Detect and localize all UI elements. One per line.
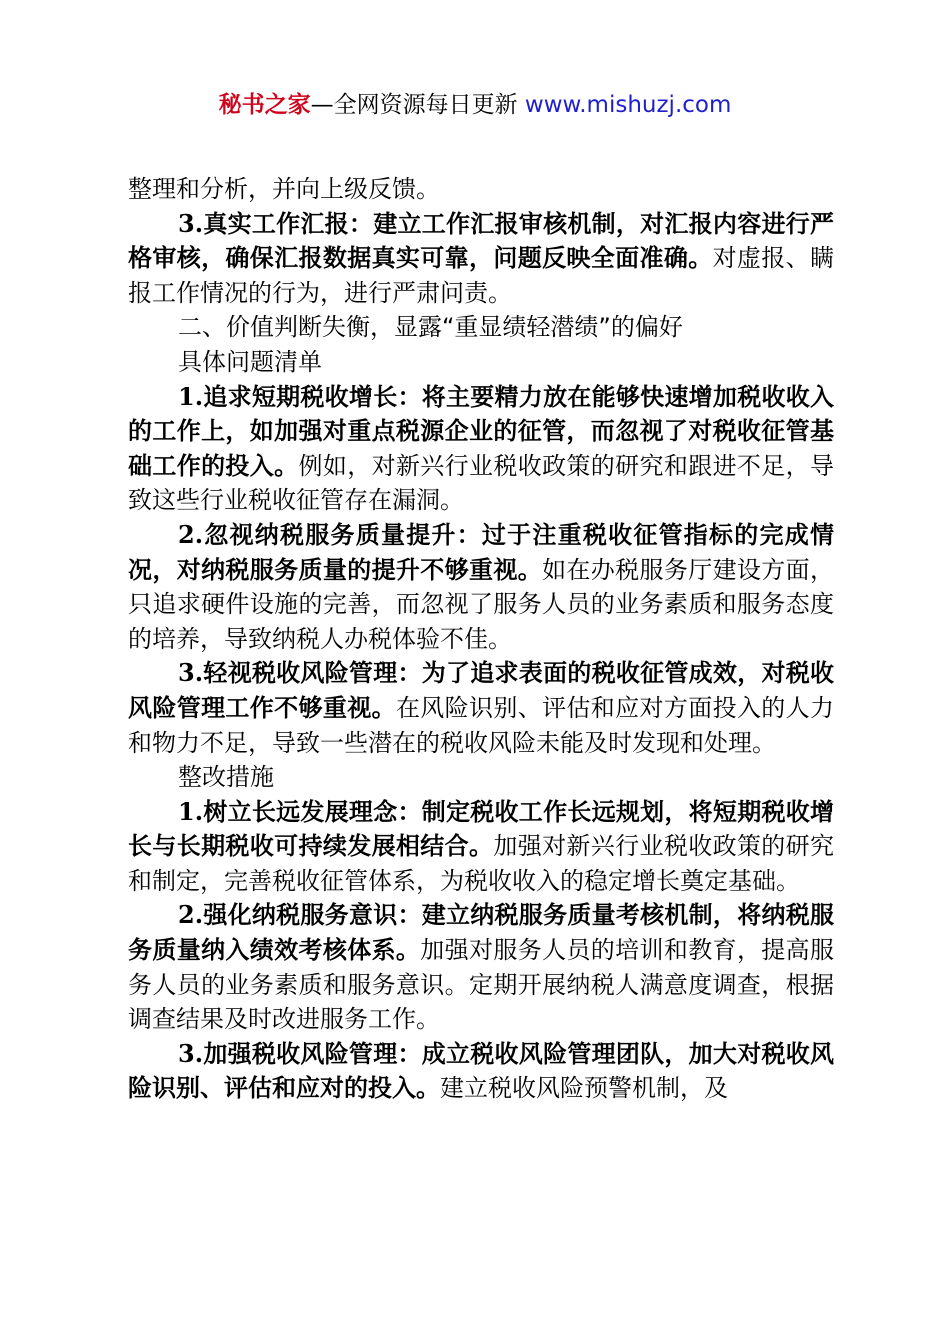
paragraph [128, 380, 834, 518]
paragraph-text: 在风险识别、评估和应对方面投入的人力和物力不足，导致一些潜在的税收风险未能及时发现和处理。 [128, 693, 835, 757]
paragraph-text: 整改措施 [178, 763, 274, 792]
header-url[interactable]: www.mishuzj.com [524, 92, 732, 118]
paragraph-text: 具体问题清单 [178, 347, 322, 376]
item-number: 3. [178, 658, 204, 688]
paragraph [128, 207, 834, 311]
paragraph [128, 345, 834, 380]
bold-lead: 强化纳税服务意识：建立纳税服务质量考核机制，将纳税服务质量纳入绩效考核体系。 [128, 901, 834, 965]
header-tagline: —全网资源每日更新 [310, 92, 518, 118]
bold-lead: 追求短期税收增长：将主要精力放在能够快速增加税收收入的工作上，如加强对重点税源企业的征管，而忽视了对税收征管基础工作的投入。 [128, 382, 834, 480]
paragraph [128, 172, 834, 207]
paragraph-text: 对虚报、瞒报工作情况的行为，进行严肃问责。 [128, 244, 835, 307]
paragraph-text: 二、价值判断失衡，显露“重显绩轻潜绩”的偏好 [178, 313, 683, 342]
paragraph [128, 898, 834, 1036]
paragraph [128, 518, 834, 656]
document-body [128, 172, 834, 1106]
header-brand: 秘书之家 [218, 92, 311, 118]
paragraph [128, 795, 834, 899]
item-number: 3. [178, 1038, 204, 1068]
item-number: 2. [178, 900, 204, 930]
bold-lead: 忽视纳税服务质量提升：过于注重税收征管指标的完成情况，对纳税服务质量的提升不够重视。 [128, 520, 834, 584]
paragraph [128, 1037, 834, 1106]
item-number: 1. [178, 381, 204, 411]
paragraph-text: 如在办税服务厅建设方面，只追求硬件设施的完善，而忽视了服务人员的业务素质和服务态度的培养，导致纳税人办税体验不佳。 [128, 555, 835, 653]
bold-lead: 真实工作汇报：建立工作汇报审核机制，对汇报内容进行严格审核，确保汇报数据真实可靠，问题反映全面准确。 [128, 209, 834, 273]
item-number: 2. [178, 519, 204, 549]
page-header [0, 88, 950, 122]
paragraph [128, 310, 834, 345]
bold-lead: 轻视税收风险管理：为了追求表面的税收征管成效，对税收风险管理工作不够重视。 [128, 659, 834, 722]
item-number: 3. [178, 208, 204, 238]
paragraph-text: 例如，对新兴行业税收政策的研究和跟进不足，导致这些行业税收征管存在漏洞。 [128, 451, 834, 515]
paragraph [128, 656, 834, 760]
paragraph [128, 760, 834, 795]
paragraph-text: 加强对服务人员的培训和教育，提高服务人员的业务素质和服务意识。定期开展纳税人满意度调查，根据调查结果及时改进服务工作。 [128, 936, 835, 1034]
paragraph-text: 整理和分析，并向上级反馈。 [128, 175, 440, 203]
paragraph-text: 加强对新兴行业税收政策的研究和制定，完善税收征管体系，为税收收入的稳定增长奠定基础。 [128, 832, 835, 895]
paragraph-text: 建立税收风险预警机制，及 [440, 1074, 728, 1103]
item-number: 1. [178, 796, 204, 826]
bold-lead: 树立长远发展理念：制定税收工作长远规划，将短期税收增长与长期税收可持续发展相结合。 [128, 797, 834, 861]
bold-lead: 加强税收风险管理：成立税收风险管理团队，加大对税收风险识别、评估和应对的投入。 [128, 1039, 834, 1103]
